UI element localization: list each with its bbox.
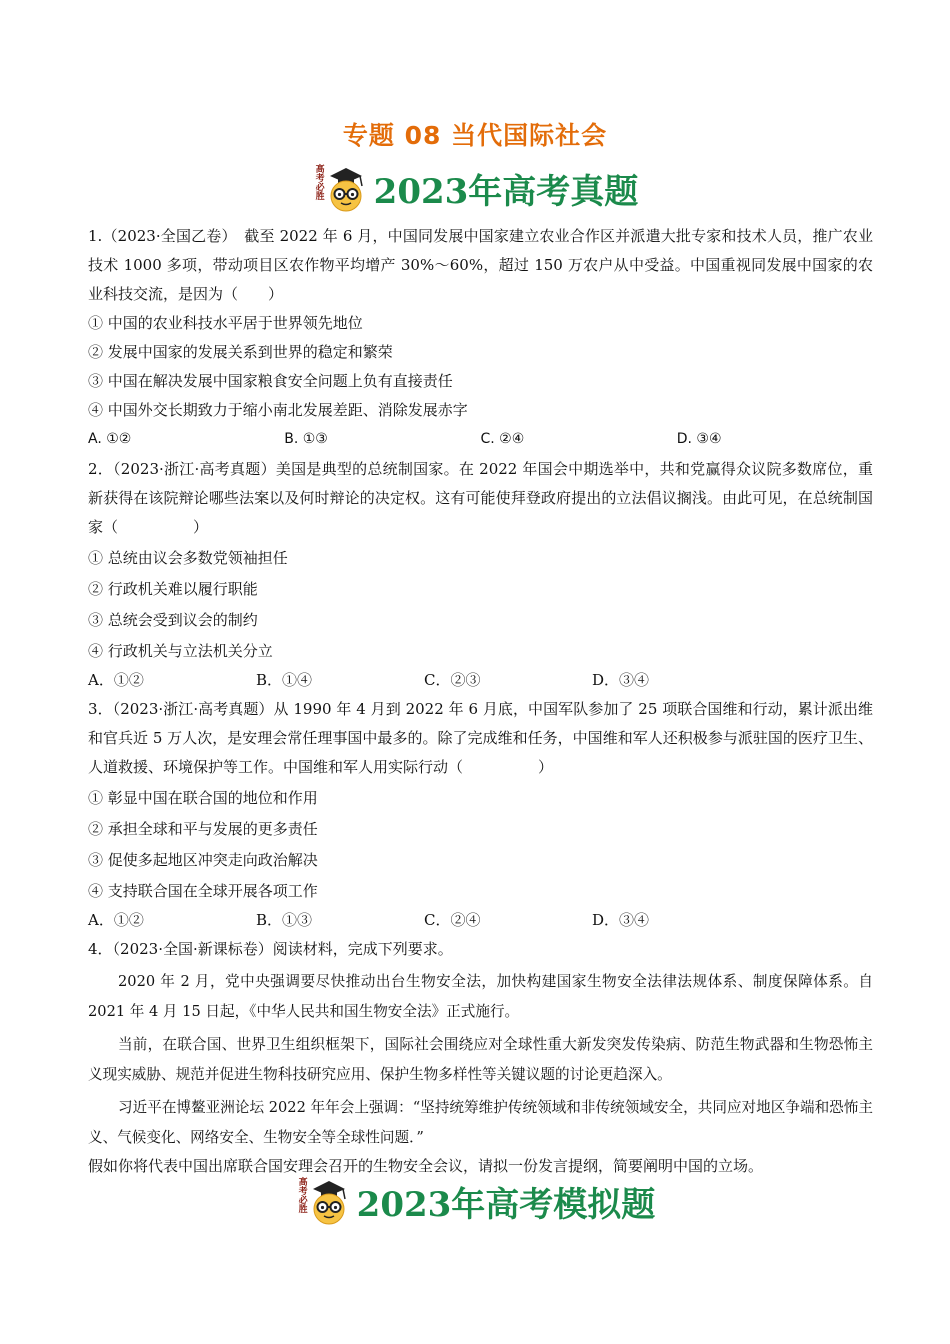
choice-c: C．②③: [424, 671, 481, 689]
section-banner-mock-exams: [0, 1176, 950, 1226]
logo: [312, 164, 370, 212]
question-1-option: ④ 中国外交长期致力于缩小南北发展差距、消除发展赤字: [88, 401, 468, 419]
question-3-choices: [88, 906, 873, 935]
question-4-stem: 4．（2023·全国·新课标卷）阅读材料，完成下列要求。: [88, 940, 453, 958]
question-2-stem: 2．（2023·浙江·高考真题）美国是典型的总统制国家。在 2022 年国会中期选举中，共和党赢得众议院多数席位，重新获得在该院辩论哪些法案以及何时辩论的决定权。这有可能使拜登政府提出的立法倡议搁浅。由此可见，在总统制国家（ ）: [88, 460, 873, 536]
logo-text: 高考必胜: [313, 164, 324, 200]
questions-content: [88, 222, 873, 1181]
question-4-material: 习近平在博鳌亚洲论坛 2022 年年会上强调：“坚持统筹维护传统领域和非传统领域安全，共同应对地区争端和恐怖主义、气候变化、网络安全、生物安全等全球性问题．”: [88, 1099, 873, 1146]
choice-b: B. ①③: [284, 431, 328, 447]
question-3-stem: 3．（2023·浙江·高考真题）从 1990 年 4 月到 2022 年 6 月底，中国军队参加了 25 项联合国维和行动，累计派出维和官兵近 5 万人次，是安理会常任理事国中最多的。除了完成维和任务，中国维和军人还积极参与派驻国的医疗卫生、人道救援、环境保护等工作。中国维和军人用实际行动（ ）: [88, 700, 873, 776]
choice-b: B．①④: [256, 671, 313, 689]
choice-d: D．③④: [592, 671, 650, 689]
choice-a: A. ①②: [88, 431, 132, 447]
choice-d: D. ③④: [676, 431, 722, 447]
section-banner-real-exams: [0, 163, 950, 213]
question-4-material: 2020 年 2 月，党中央强调要尽快推动出台生物安全法，加快构建国家生物安全法律法规体系、制度保障体系。自 2021 年 4 月 15 日起，《中华人民共和国生物安全法》正式施行。: [88, 973, 873, 1020]
page-title: 专题 08 当代国际社会: [342, 121, 608, 150]
question-4-material: 当前，在联合国、世界卫生组织框架下，国际社会围绕应对全球性重大新发突发传染病、防范生物武器和生物恐怖主义现实威胁、规范并促进生物科技研究应用、保护生物多样性等关键议题的讨论更趋深入。: [88, 1036, 873, 1083]
question-1-option: ③ 中国在解决发展中国家粮食安全问题上负有直接责任: [88, 372, 453, 390]
question-3-option: ③ 促使多起地区冲突走向政治解决: [88, 851, 318, 869]
choice-c: C．②④: [424, 911, 481, 929]
question-1-option: ② 发展中国家的发展关系到世界的稳定和繁荣: [88, 343, 393, 361]
question-2-choices: [88, 666, 873, 695]
question-3-option: ④ 支持联合国在全球开展各项工作: [88, 882, 318, 900]
question-1-choices: [88, 425, 873, 454]
logo-text: 高考必胜: [296, 1177, 307, 1213]
question-4-task: 假如你将代表中国出席联合国安理会召开的生物安全会议，请拟一份发言提纲，简要阐明中国的立场。: [88, 1157, 764, 1175]
banner-title: 2023年高考模拟题: [356, 1184, 656, 1225]
choice-c: C. ②④: [480, 431, 525, 447]
question-3-option: ① 彰显中国在联合国的地位和作用: [88, 789, 318, 807]
question-3-option: ② 承担全球和平与发展的更多责任: [88, 820, 318, 838]
question-2-option: ④ 行政机关与立法机关分立: [88, 642, 273, 660]
graduation-owl-icon: [307, 1179, 351, 1225]
choice-a: A．①②: [88, 671, 144, 689]
choice-b: B．①③: [256, 911, 313, 929]
banner-title: 2023年高考真题: [373, 171, 639, 212]
question-2-option: ③ 总统会受到议会的制约: [88, 611, 258, 629]
question-1-stem: 1.（2023·全国乙卷） 截至 2022 年 6 月，中国同发展中国家建立农业合作区并派遣大批专家和技术人员，推广农业技术 1000 多项，带动项目区农作物平均增产 30%～60%，超过 150 万农户从中受益。中国重视同发展中国家的农业科技交流，是因为（ ）: [88, 227, 873, 303]
choice-d: D．③④: [592, 911, 650, 929]
question-2-option: ② 行政机关难以履行职能: [88, 580, 258, 598]
graduation-owl-icon: [324, 166, 368, 212]
question-2-option: ① 总统由议会多数党领袖担任: [88, 549, 288, 567]
question-1-option: ① 中国的农业科技水平居于世界领先地位: [88, 314, 363, 332]
choice-a: A．①②: [88, 911, 144, 929]
logo: [295, 1177, 353, 1225]
